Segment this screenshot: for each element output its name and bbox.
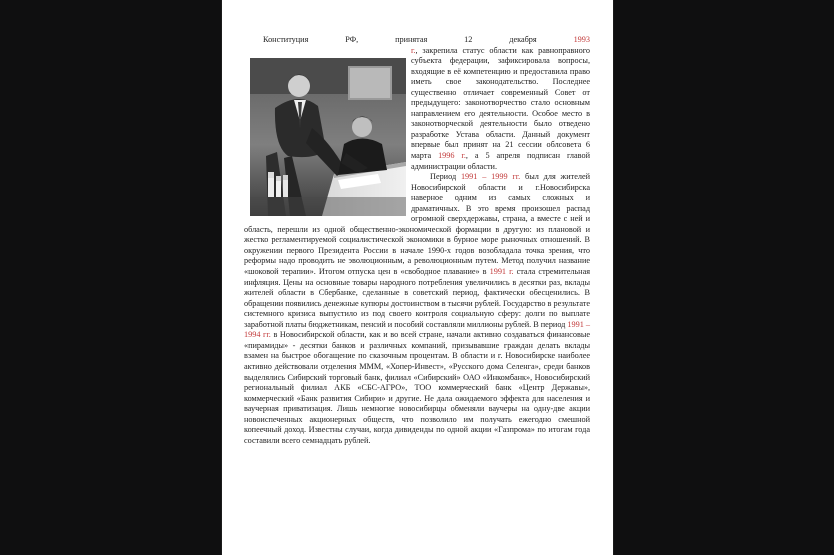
paragraph-2-intro: Период bbox=[430, 172, 461, 182]
paragraph-2-body-1: был для жителей Новосибирской области и г.Новосибирска наверное одним из самых сложных и драматичных. В это время произошел распад огромной сверхдержавы, страна, а вместе с ней и область, перешли из одной общественно-экономической формации в другую: из плановой и жестко регламентируемой социалистической экономики в бурное море рыночных отношений. В окружении первого Президента России в начале 1990-х годов возобладала точка зрения, что реформы надо проводить не эволюционным, а революционным путем. Метод получил название «шоковой терапии». Итогом отпуска цен в «свободное плавание» в bbox=[244, 172, 590, 277]
year-1993: 1993 г. bbox=[411, 35, 590, 55]
paragraph-2-body-2: стала стремительная инфляция. Цены на основные товары народного потребления увеличились в десятки раз, вклады жителей области в Сбербанке, сделанные в советский период, фактически обесценились. В обращении появились денежные купюры достоинством в тысячи рублей. Государство в результате системного кризиса выпустило из под своего контроля социальную сферу: долги по выплате заработной платы бюджетникам, пенсий и пособий составляли миллионы рублей. В период bbox=[244, 267, 590, 329]
page-content bbox=[244, 35, 590, 446]
photo-image bbox=[250, 58, 406, 216]
paragraph-2-body-3: в Новосибирской области, как и во всей стране, начали активно создаваться финансовые «пирамиды» - десятки банков и различных компаний, призывавшие граждан делать вклады взамен на быстрое обогащение по сказочным процентам. В области и г. Новосибирске наиболее активно действовали отделения МММ, «Хопер-Инвест», «Русского дома Селенга», среди банков выделялись Сибирский торговый банк, филиал «Сибирский» ОАО «Инкомбанк», Новосибирский региональный филиал АКБ «СБС-АГРО», ТОО коммерческий банк «Центр Державы», коммерческий «Банк развития Сибири» и другие. Не дала ожидаемого эффекта для населения и ваучерная приватизация. Лишь немногие новосибирцы обменяли ваучеры на одну-две акции новоиспеченных акционерных обществ, что позволило им получать ежегодно смешной копеечный доход. Известны случаи, когда дивиденды по одной акции «Газпрома» по итогам года составили всего семнадцать рублей. bbox=[244, 330, 590, 445]
paragraph-1-intro: Конституция РФ, принятая 12 декабря bbox=[263, 35, 574, 44]
period-1991-1994: 1991 – 1994 гг. bbox=[244, 319, 590, 340]
signing-photo bbox=[250, 58, 406, 216]
paragraph-1-end: , а 5 апреля подписан главой администрации области. bbox=[411, 151, 590, 171]
year-1991: 1991 г. bbox=[489, 267, 514, 277]
paragraph-1-body: , закрепила статус области как равноправного субъекта федерации, зафиксировала вопросы, входящие в её компетенцию и предоставила право иметь свое законодательство. Последнее существенно отличает современный Совет от предыдущего: законотворчество стало основным направлением его деятельности. Особое место в законотворческой деятельности было отведено разработке Устава области. Данный документ впервые был принят на 21 сессии облсовета 6 марта bbox=[411, 45, 590, 161]
document-page bbox=[222, 0, 613, 555]
date-1996: 1996 г. bbox=[438, 151, 466, 161]
paragraph-1 bbox=[244, 35, 590, 172]
period-1991-1999: 1991 – 1999 гг. bbox=[460, 172, 521, 182]
